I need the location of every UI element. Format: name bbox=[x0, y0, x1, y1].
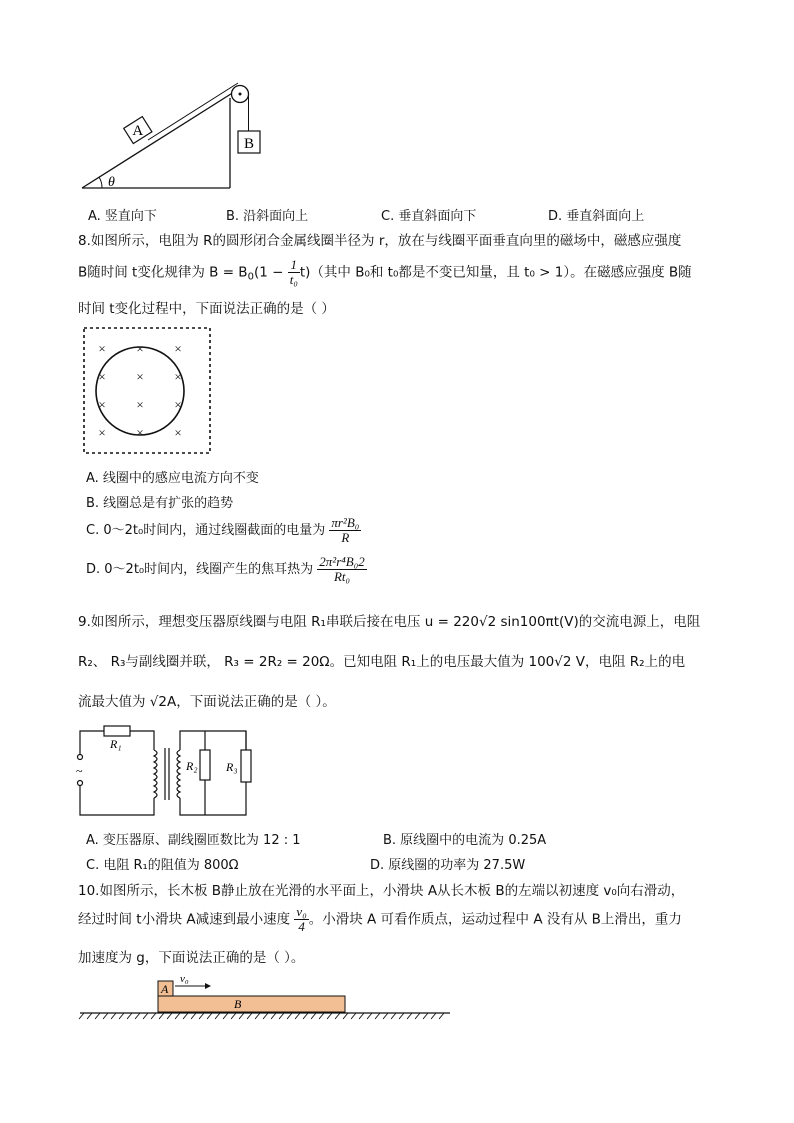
q8-option-c-text: C. 0～2t₀时间内，通过线圈截面的电量为 bbox=[86, 523, 326, 538]
q8-stem-line3: 时间 t变化过程中，下面说法正确的是（ ） bbox=[78, 301, 335, 317]
pulley-axle bbox=[239, 93, 242, 96]
q9-stem-line1: 9.如图所示，理想变压器原线圈与电阻 R₁串联后接在电压 u = 220√2 sin100πt(V)的交流电源上，电阻 bbox=[78, 614, 701, 630]
r1-label: R₁ bbox=[110, 737, 122, 751]
resistor-r3 bbox=[241, 750, 251, 782]
q8-option-c-den: R bbox=[341, 530, 350, 545]
q8-option-d-den: Rt₀ bbox=[333, 569, 351, 584]
q7-option-c[interactable]: C. 垂直斜面向下 bbox=[381, 209, 477, 224]
board-b-label: B bbox=[234, 997, 242, 1011]
field-mark: × bbox=[136, 397, 144, 412]
q8-stem-line2 bbox=[78, 258, 692, 288]
rope-incline bbox=[148, 83, 238, 140]
ac-source-symbol: ~ bbox=[76, 764, 83, 778]
q10-line2-part-b: 。小滑块 A 可看作质点，运动过程中 A 没有从 B上滑出，重力 bbox=[308, 911, 682, 928]
source-terminal-bottom bbox=[78, 781, 83, 786]
primary-wire-bottom bbox=[80, 786, 154, 815]
q9-option-b[interactable]: B. 原线圈中的电流为 0.25A bbox=[383, 833, 547, 848]
secondary-coil bbox=[177, 750, 180, 798]
resistor-r1 bbox=[104, 726, 130, 736]
field-mark: × bbox=[174, 369, 182, 384]
q10-min-velocity-fraction bbox=[294, 905, 308, 934]
field-mark: × bbox=[98, 341, 106, 356]
block-b-label: B bbox=[243, 136, 255, 152]
metal-coil bbox=[96, 347, 184, 435]
coil-field-figure bbox=[82, 325, 214, 455]
q7-option-a[interactable]: A. 竖直向下 bbox=[88, 209, 157, 224]
ground-hatching bbox=[79, 1013, 444, 1019]
block-board-figure bbox=[78, 970, 454, 1026]
q8-option-c[interactable] bbox=[86, 516, 361, 545]
board-b bbox=[158, 996, 345, 1012]
q10-fraction-num: v₀ bbox=[296, 904, 307, 919]
q8-line2-sub: 0 bbox=[247, 271, 254, 283]
q8-option-d-fraction bbox=[317, 555, 366, 584]
q8-fraction-num: 1 bbox=[288, 258, 300, 273]
field-mark: × bbox=[136, 341, 144, 356]
primary-wire-right bbox=[130, 731, 154, 750]
angle-arc bbox=[99, 177, 102, 188]
field-mark: × bbox=[98, 369, 106, 384]
q10-stem-line1: 10.如图所示，长木板 B静止放在光滑的水平面上，小滑块 A从长木板 B的左端以初速度 v₀向右滑动， bbox=[78, 883, 685, 899]
secondary-wire-top bbox=[180, 731, 246, 750]
q9-option-c[interactable]: C. 电阻 R₁的阻值为 800Ω bbox=[86, 858, 239, 873]
q10-stem-line3: 加速度为 g，下面说法正确的是（ ）。 bbox=[78, 950, 305, 966]
q10-fraction-den: 4 bbox=[298, 919, 305, 934]
q7-option-b[interactable]: B. 沿斜面向上 bbox=[226, 209, 309, 224]
field-mark: × bbox=[136, 369, 144, 384]
q7-option-d[interactable]: D. 垂直斜面向上 bbox=[548, 209, 645, 224]
field-mark: × bbox=[174, 425, 182, 440]
q8-stem-line1: 8.如图所示，电阻为 R的圆形闭合金属线圈半径为 r，放在与线圈平面垂直向里的磁场中，磁感应强度 bbox=[78, 233, 682, 249]
q8-option-c-fraction bbox=[329, 516, 361, 545]
block-a bbox=[124, 117, 153, 145]
q8-option-a[interactable]: A. 线圈中的感应电流方向不变 bbox=[86, 471, 259, 486]
incline-surface bbox=[82, 92, 234, 188]
q10-line2-part-a: 经过时间 t小滑块 A减速到最小速度 bbox=[78, 911, 291, 928]
source-terminal-top bbox=[78, 755, 83, 760]
field-mark: × bbox=[136, 425, 144, 440]
q10-stem-line2 bbox=[78, 905, 682, 937]
q8-fraction-den: t₀ bbox=[289, 272, 298, 287]
field-mark: × bbox=[174, 397, 182, 412]
incline-pulley-figure bbox=[78, 78, 278, 198]
r2-label: R₂ bbox=[186, 759, 198, 773]
q8-formula-fraction bbox=[288, 258, 300, 287]
q8-option-b[interactable]: B. 线圈总是有扩张的趋势 bbox=[86, 496, 234, 511]
primary-wire-top bbox=[80, 731, 104, 754]
transformer-circuit-figure bbox=[74, 720, 260, 820]
q8-option-c-num: πr²B₀ bbox=[331, 515, 360, 530]
field-mark: × bbox=[174, 341, 182, 356]
q8-line2-part-b: (1 − bbox=[253, 264, 284, 281]
angle-theta-label: θ bbox=[108, 175, 115, 190]
block-a-label: A bbox=[132, 123, 144, 140]
resistor-r2 bbox=[200, 750, 210, 780]
r3-label: R₃ bbox=[226, 760, 238, 774]
q9-option-d[interactable]: D. 原线圈的功率为 27.5W bbox=[370, 858, 526, 873]
velocity-arrowhead bbox=[205, 983, 211, 989]
q8-option-d-num: 2π²r⁴B₀2 bbox=[319, 554, 365, 569]
q9-stem-line2: R₂、 R₃与副线圈并联， R₃ = 2R₂ = 20Ω。已知电阻 R₁上的电压最大值为 100√2 V，电阻 R₂上的电 bbox=[78, 654, 686, 670]
q8-line2-part-c: t)（其中 B₀和 t₀都是不变已知量，且 t₀ > 1）。在磁感应强度 B随 bbox=[299, 264, 692, 281]
q9-stem-line3: 流最大值为 √2A，下面说法正确的是（ ）。 bbox=[78, 694, 336, 710]
q8-option-d[interactable] bbox=[86, 555, 367, 584]
q8-line2-part-a: B随时间 t变化规律为 B = B bbox=[78, 264, 248, 281]
field-mark: × bbox=[98, 425, 106, 440]
primary-coil bbox=[154, 750, 157, 798]
velocity-label: v₀ bbox=[180, 973, 189, 985]
block-a-label: A bbox=[161, 982, 169, 996]
field-mark: × bbox=[98, 397, 106, 412]
q9-option-a[interactable]: A. 变压器原、副线圈匝数比为 12 : 1 bbox=[86, 833, 301, 848]
secondary-wire-bottom bbox=[180, 782, 246, 815]
q8-option-d-text: D. 0～2t₀时间内，线圈产生的焦耳热为 bbox=[86, 562, 314, 577]
